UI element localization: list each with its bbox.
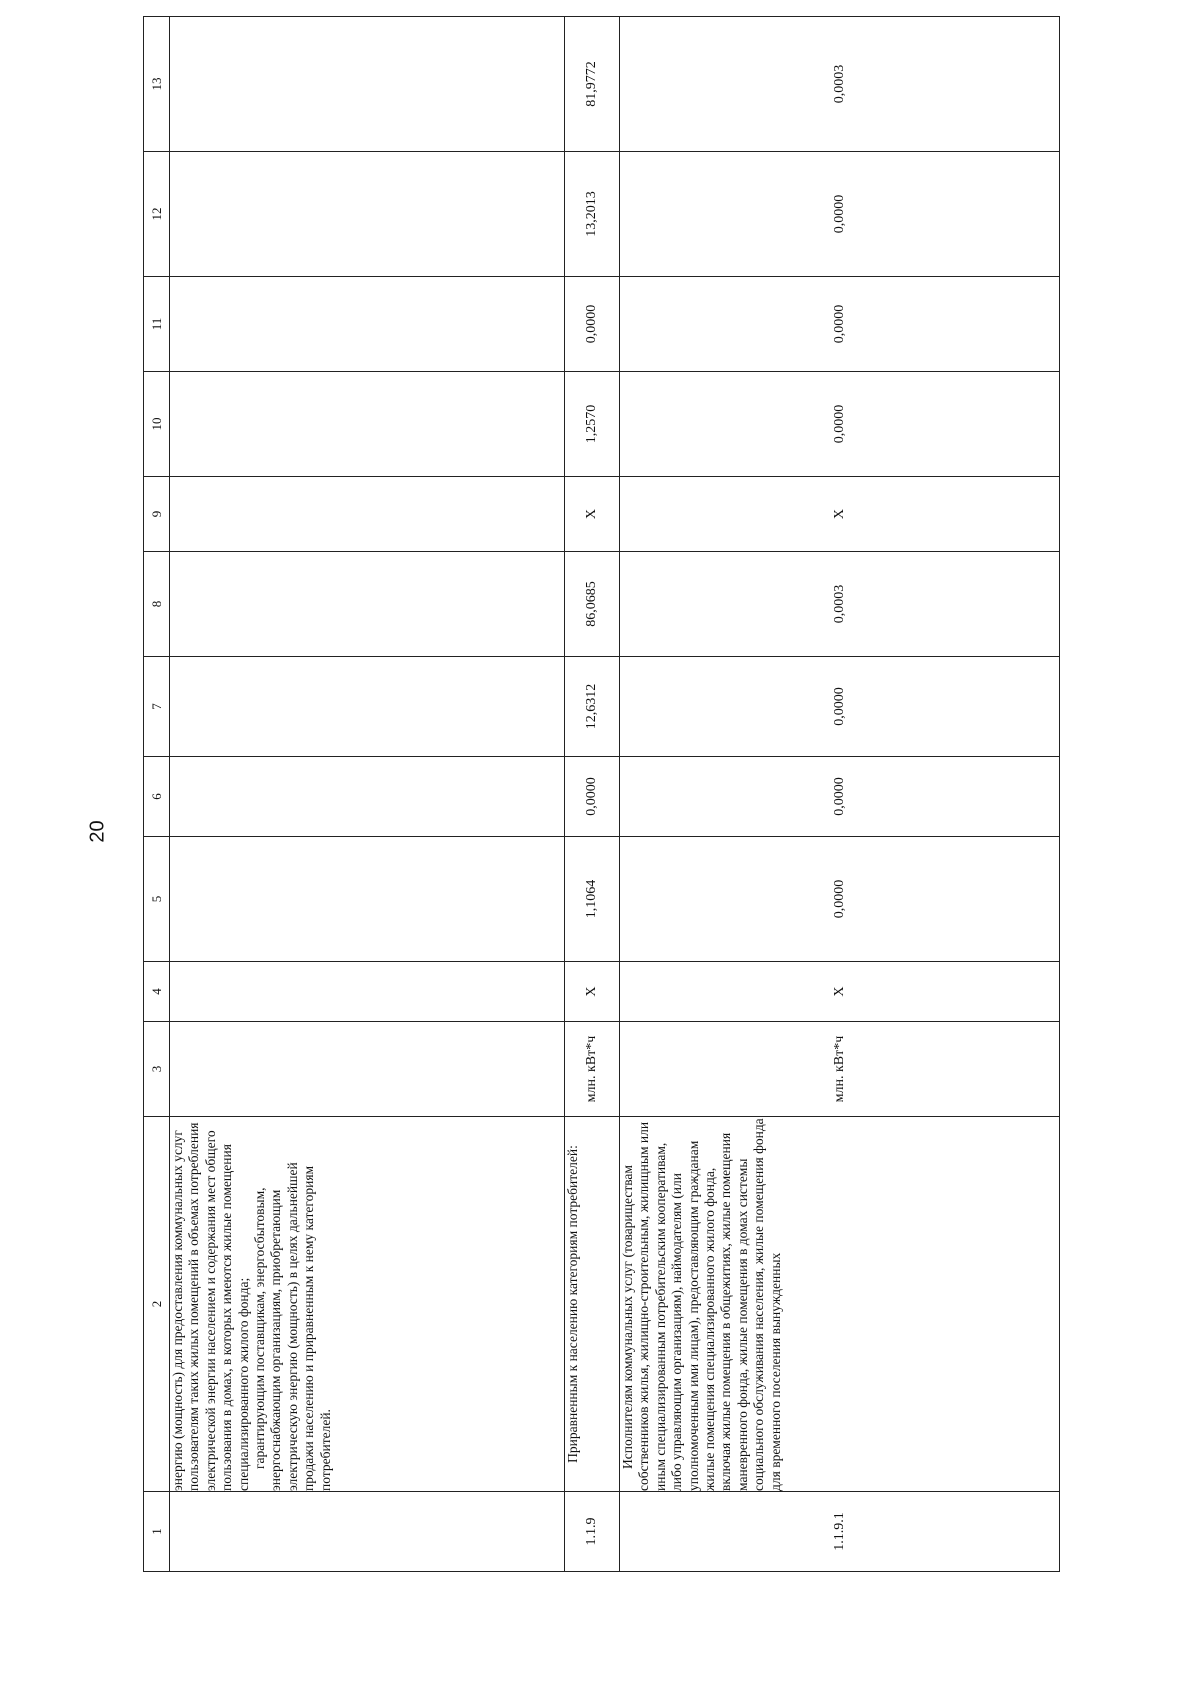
table-row bbox=[170, 17, 565, 1572]
tariff-table bbox=[143, 16, 1060, 1572]
value-cell: 12,6312 bbox=[565, 657, 620, 757]
value-cell bbox=[170, 757, 565, 837]
page-number: 20 bbox=[86, 820, 109, 843]
value-cell bbox=[170, 477, 565, 552]
column-header: 3 bbox=[144, 1022, 170, 1117]
row-number bbox=[170, 1492, 565, 1572]
row-number: 1.1.9.1 bbox=[620, 1492, 1060, 1572]
row-description bbox=[170, 1117, 565, 1492]
value-cell bbox=[170, 277, 565, 372]
unit-cell bbox=[170, 1022, 565, 1117]
value-cell: 0,0000 bbox=[565, 757, 620, 837]
value-cell: 0,0003 bbox=[620, 552, 1060, 657]
column-header: 2 bbox=[144, 1117, 170, 1492]
value-cell bbox=[170, 657, 565, 757]
value-cell bbox=[170, 552, 565, 657]
column-header: 1 bbox=[144, 1492, 170, 1572]
value-cell: 0,0000 bbox=[620, 372, 1060, 477]
description-paragraph: Приравненным к населению категориям потребителей: bbox=[565, 1145, 580, 1463]
column-number-row bbox=[144, 17, 170, 1572]
column-header: 11 bbox=[144, 277, 170, 372]
description-paragraph: гарантирующим поставщикам, энергосбытовым, энергоснабжающим организациям, приобретающим электрическую энергию (мощность) в целях дальнейшей продажи населению и приравненным к нему категориям потребителей. bbox=[252, 1162, 333, 1491]
rotated-table-container bbox=[143, 17, 1058, 1572]
column-header: 6 bbox=[144, 757, 170, 837]
value-cell: 0,0000 bbox=[620, 152, 1060, 277]
column-header: 10 bbox=[144, 372, 170, 477]
value-cell: 13,2013 bbox=[565, 152, 620, 277]
value-cell: 0,0000 bbox=[565, 277, 620, 372]
value-cell bbox=[170, 962, 565, 1022]
row-description bbox=[620, 1117, 1060, 1492]
value-cell: 0,0000 bbox=[620, 277, 1060, 372]
column-header: 9 bbox=[144, 477, 170, 552]
value-cell: 1,1064 bbox=[565, 837, 620, 962]
column-header: 5 bbox=[144, 837, 170, 962]
column-header: 7 bbox=[144, 657, 170, 757]
column-header: 4 bbox=[144, 962, 170, 1022]
column-header: 8 bbox=[144, 552, 170, 657]
value-cell: 0,0003 bbox=[620, 17, 1060, 152]
value-cell: 0,0000 bbox=[620, 757, 1060, 837]
unit-cell: млн. кВт*ч bbox=[565, 1022, 620, 1117]
value-cell bbox=[170, 17, 565, 152]
row-number: 1.1.9 bbox=[565, 1492, 620, 1572]
value-cell: 0,0000 bbox=[620, 837, 1060, 962]
row-description bbox=[565, 1117, 620, 1492]
value-cell bbox=[170, 372, 565, 477]
table-row bbox=[620, 17, 1060, 1572]
value-cell: Х bbox=[565, 477, 620, 552]
value-cell: 1,2570 bbox=[565, 372, 620, 477]
unit-cell: млн. кВт*ч bbox=[620, 1022, 1060, 1117]
value-cell: Х bbox=[620, 477, 1060, 552]
value-cell: Х bbox=[565, 962, 620, 1022]
table-row bbox=[565, 17, 620, 1572]
value-cell: 0,0000 bbox=[620, 657, 1060, 757]
value-cell: 86,0685 bbox=[565, 552, 620, 657]
value-cell: 81,9772 bbox=[565, 17, 620, 152]
value-cell bbox=[170, 152, 565, 277]
column-header: 12 bbox=[144, 152, 170, 277]
description-paragraph: Исполнителям коммунальных услуг (товариществам собственников жилья, жилищно-строительным, жилищным или иным специализированным потребительским кооперативам, либо управляющим организациям), наймодателям (или уполномоченным ими лицам), предоставляющим гражданам жилые помещения специализированного жилого фонда, включая жилые помещения в общежитиях, жилые помещения маневренного фонда, жилые помещения в домах системы социального обслуживания населения, жилые помещения фонда для временного поселения вынужденных bbox=[620, 1118, 783, 1491]
description-paragraph: энергию (мощность) для предоставления коммунальных услуг пользователям таких жилых помещений в объемах потребления электрической энергии населением и содержания мест общего пользования в домах, в которых имеются жилые помещения специализированного жилого фонда; bbox=[170, 1122, 251, 1491]
column-header: 13 bbox=[144, 17, 170, 152]
value-cell bbox=[170, 837, 565, 962]
value-cell: Х bbox=[620, 962, 1060, 1022]
